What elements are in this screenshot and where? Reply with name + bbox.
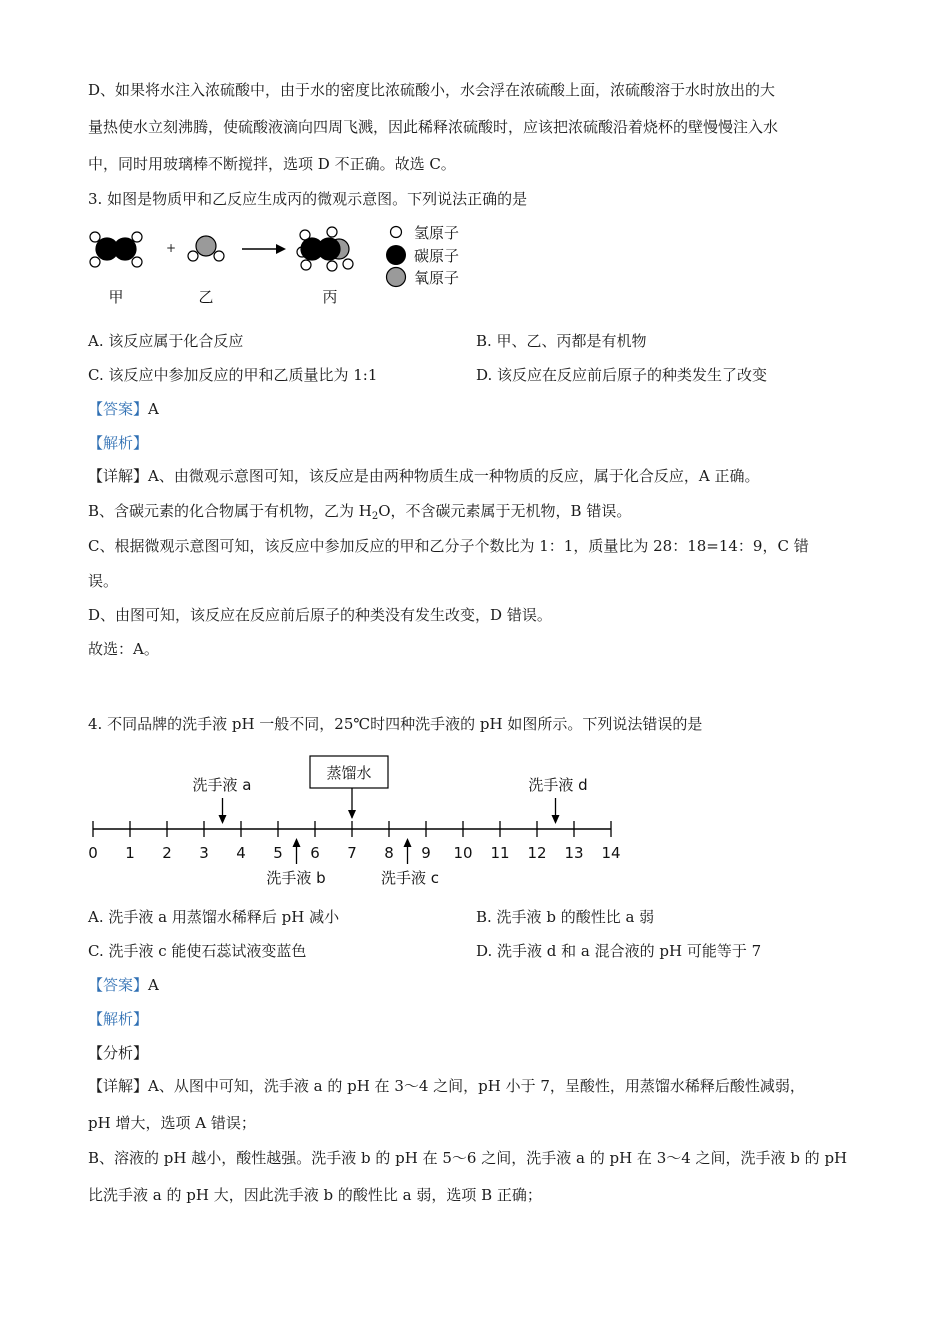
q4-detail-line-2: pH 增大，选项 A 错误； [88, 1114, 256, 1132]
handwash-d-arrow-head [552, 815, 560, 824]
molecule-yi [188, 236, 224, 261]
q4-answer [88, 975, 159, 995]
legend-hydrogen-swatch [391, 227, 402, 238]
q4-fenxi-tag: 【分析】 [88, 1044, 149, 1062]
hydrogen-atom [327, 261, 337, 271]
carbon-atom [318, 238, 340, 260]
molecule-bing [297, 227, 353, 271]
q4-option-b: B. 洗手液 b 的酸性比 a 弱 [476, 908, 655, 926]
handwash-b-arrow-head [293, 838, 301, 847]
q3-detail-line-5: D、由图可知，该反应在反应前后原子的种类没有发生改变，D 错误。 [88, 606, 552, 624]
handwash-d-marker [528, 776, 587, 824]
q4-stem: 4. 不同品牌的洗手液 pH 一般不同，25℃时四种洗手液的 pH 如图所示。下列说法错误的是 [88, 715, 703, 733]
handwash-c-label: 洗手液 c [380, 869, 440, 887]
q4-detail-line-4: 比洗手液 a 的 pH 大，因此洗手液 b 的酸性比 a 弱，选项 B 正确； [88, 1186, 542, 1204]
subscript: 2 [371, 511, 379, 522]
handwash-a-label: 洗手液 a [192, 776, 252, 794]
q3-detail-line-3: C、根据微观示意图可知，该反应中参加反应的甲和乙分子个数比为 1：1，质量比为 28：18=14：9，C 错 [88, 537, 809, 555]
ph-tick-label: 1 [125, 844, 135, 862]
legend-oxygen-label: 氧原子 [414, 269, 460, 287]
handwash-a-arrow-head [219, 815, 227, 824]
q3-molecule-diagram [80, 218, 500, 310]
ph-tick-label: 4 [236, 844, 246, 862]
ph-tick-label: 8 [384, 844, 394, 862]
q3-answer [88, 399, 159, 419]
q3-detail-line-2 [88, 501, 631, 521]
distilled-water-label: 蒸馏水 [326, 764, 372, 782]
q3-detail-line-1 [88, 466, 759, 486]
q4-detail-line-1 [88, 1076, 805, 1096]
ph-tick-label: 12 [527, 844, 547, 862]
paragraph-d-line-3: 中，同时用玻璃棒不断搅拌，选项 D 不正确。故选 C。 [88, 155, 456, 173]
answer-value: A [148, 400, 159, 418]
ph-tick-label: 3 [199, 844, 209, 862]
detail-text: B、含碳元素的化合物属于有机物，乙为 H [88, 502, 372, 520]
hydrogen-atom [132, 232, 142, 242]
hydrogen-atom [343, 259, 353, 269]
label-bing: 丙 [322, 288, 338, 306]
q4-detail-line-3: B、溶液的 pH 越小，酸性越强。洗手液 b 的 pH 在 5～6 之间，洗手液 a 的 pH 在 3～4 之间，洗手液 b 的 pH [88, 1149, 848, 1167]
ph-tick-label: 0 [88, 844, 98, 862]
legend-carbon-label: 碳原子 [414, 247, 460, 265]
handwash-c-arrow-head [404, 838, 412, 847]
legend-hydrogen-label: 氢原子 [414, 224, 460, 242]
q3-stem: 3. 如图是物质甲和乙反应生成丙的微观示意图。下列说法正确的是 [88, 190, 528, 208]
label-jia: 甲 [108, 288, 124, 306]
q3-option-a: A. 该反应属于化合反应 [88, 332, 244, 350]
molecule-jia [90, 232, 142, 267]
detail-tag: 【详解】 [88, 467, 149, 485]
label-yi: 乙 [198, 288, 214, 306]
hydrogen-atom [214, 251, 224, 261]
hydrogen-atom [132, 257, 142, 267]
legend-oxygen-swatch [387, 268, 406, 287]
q4-option-c: C. 洗手液 c 能使石蕊试液变蓝色 [88, 942, 307, 960]
handwash-d-label: 洗手液 d [528, 776, 588, 794]
q3-detail-line-4: 误。 [88, 572, 119, 590]
hydrogen-atom [188, 251, 198, 261]
q3-detail-line-6: 故选：A。 [88, 640, 159, 658]
plus-sign: + [166, 241, 177, 255]
q3-option-d: D. 该反应在反应前后原子的种类发生了改变 [476, 366, 768, 384]
paragraph-d-line-1: D、如果将水注入浓硫酸中，由于水的密度比浓硫酸小，水会浮在浓硫酸上面，浓硫酸溶于水时放出的大 [88, 81, 776, 99]
q3-analysis-tag: 【解析】 [88, 434, 149, 452]
answer-tag: 【答案】 [88, 400, 149, 418]
ph-tick-label: 5 [273, 844, 283, 862]
q3-option-b: B. 甲、乙、丙都是有机物 [476, 332, 647, 350]
oxygen-atom [196, 236, 216, 256]
q4-ph-scale-diagram [80, 748, 640, 893]
carbon-atom [114, 238, 136, 260]
distilled-water-marker [310, 756, 388, 819]
hydrogen-atom [90, 257, 100, 267]
reaction-arrow [242, 244, 286, 254]
q4-analysis-tag: 【解析】 [88, 1010, 149, 1028]
atom-legend [386, 224, 459, 287]
hydrogen-atom [90, 232, 100, 242]
hydrogen-atom [327, 227, 337, 237]
handwash-a-marker [193, 776, 252, 824]
handwash-b-label: 洗手液 b [266, 869, 326, 887]
legend-carbon-swatch [386, 245, 406, 265]
ph-tick-label: 13 [564, 844, 584, 862]
water-arrow-head [348, 810, 356, 819]
ph-tick-label: 9 [421, 844, 431, 862]
paragraph-d-line-2: 量热使水立刻沸腾，使硫酸液滴向四周飞溅，因此稀释浓硫酸时，应该把浓硫酸沿着烧杯的壁慢慢注入水 [88, 118, 779, 136]
detail-text: A、由微观示意图可知，该反应是由两种物质生成一种物质的反应，属于化合反应，A 正确。 [148, 467, 760, 485]
answer-tag: 【答案】 [88, 976, 149, 994]
ph-tick-label: 11 [490, 844, 510, 862]
ph-tick-label: 14 [601, 844, 621, 862]
q3-option-c: C. 该反应中参加反应的甲和乙质量比为 1:1 [88, 366, 378, 384]
ph-tick-label: 2 [162, 844, 172, 862]
ph-tick-label: 7 [347, 844, 357, 862]
detail-tag: 【详解】 [88, 1077, 149, 1095]
detail-text: O，不含碳元素属于无机物，B 错误。 [378, 502, 632, 520]
answer-value: A [148, 976, 159, 994]
ph-tick-label: 6 [310, 844, 320, 862]
q4-option-a: A. 洗手液 a 用蒸馏水稀释后 pH 减小 [88, 908, 340, 926]
hydrogen-atom [301, 260, 311, 270]
ph-ticks [88, 821, 620, 862]
ph-tick-label: 10 [453, 844, 473, 862]
detail-text: A、从图中可知，洗手液 a 的 pH 在 3～4 之间，pH 小于 7，呈酸性，用蒸馏水稀释后酸性减弱， [148, 1077, 805, 1095]
q4-option-d: D. 洗手液 d 和 a 混合液的 pH 可能等于 7 [476, 942, 762, 960]
